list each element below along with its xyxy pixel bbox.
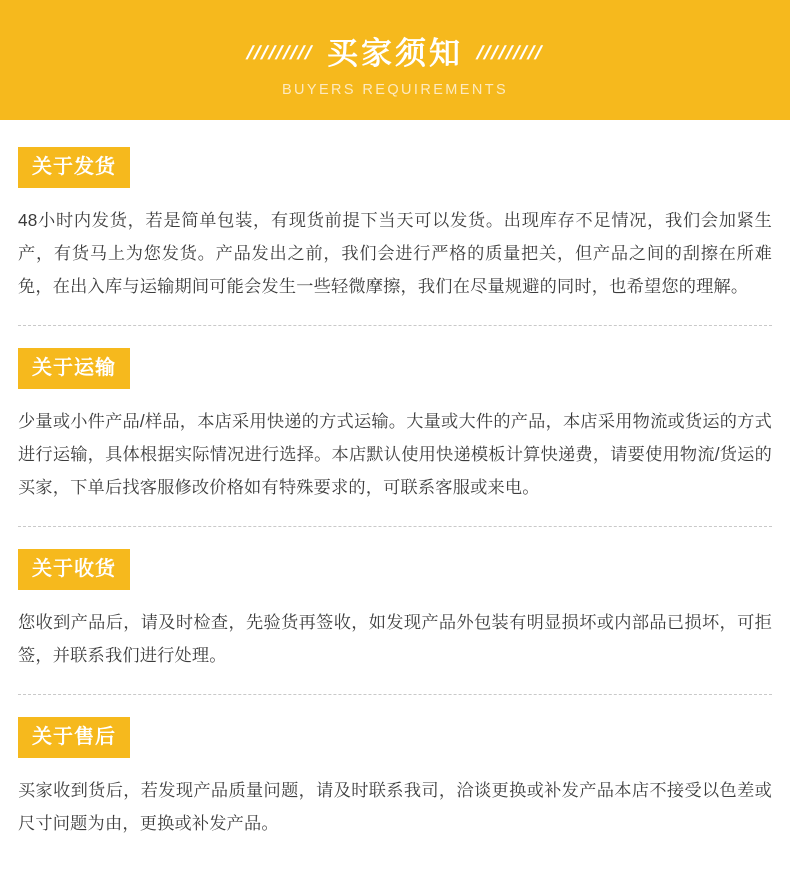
section-body: 您收到产品后，请及时检查，先验货再签收，如发现产品外包装有明显损坏或内部品已损坏，可拒签，并联系我们进行处理。: [18, 612, 772, 665]
section-body: 少量或小件产品/样品，本店采用快递的方式运输。大量或大件的产品，本店采用物流或货运的方式进行运输，具体根据实际情况进行选择。本店默认使用快递模板计算快递费，请要使用物流/货运的买家，下单后找客服修改价格如有特殊要求的，可联系客服或来电。: [18, 411, 772, 497]
decor-slashes-right: /////////: [473, 42, 547, 64]
section-heading: 关于收货: [18, 549, 130, 590]
decor-slashes-left: /////////: [244, 42, 317, 64]
page-banner: [0, 0, 790, 120]
section-transport: [18, 326, 772, 527]
section-body: 48小时内发货，若是简单包装，有现货前提下当天可以发货。出现库存不足情况，我们会加紧生产，有货马上为您发货。产品发出之前，我们会进行严格的质量把关，但产品之间的刮擦在所难免，在出入库与运输期间可能会发生一些轻微摩擦，我们在尽量规避的同时，也希望您的理解。: [18, 210, 772, 296]
banner-title-row: [244, 35, 547, 72]
section-after-sales: [18, 695, 772, 840]
section-receiving: [18, 527, 772, 695]
page-title: 买家须知: [327, 35, 463, 71]
section-heading: 关于运输: [18, 348, 130, 389]
section-body: 买家收到货后，若发现产品质量问题，请及时联系我司，洽谈更换或补发产品本店不接受以色差或尺寸问题为由，更换或补发产品。: [18, 780, 772, 833]
sections-container: [0, 120, 790, 840]
section-shipping: [18, 120, 772, 326]
section-heading: 关于售后: [18, 717, 130, 758]
section-heading: 关于发货: [18, 147, 130, 188]
page-subtitle: BUYERS REQUIREMENTS: [281, 81, 509, 98]
